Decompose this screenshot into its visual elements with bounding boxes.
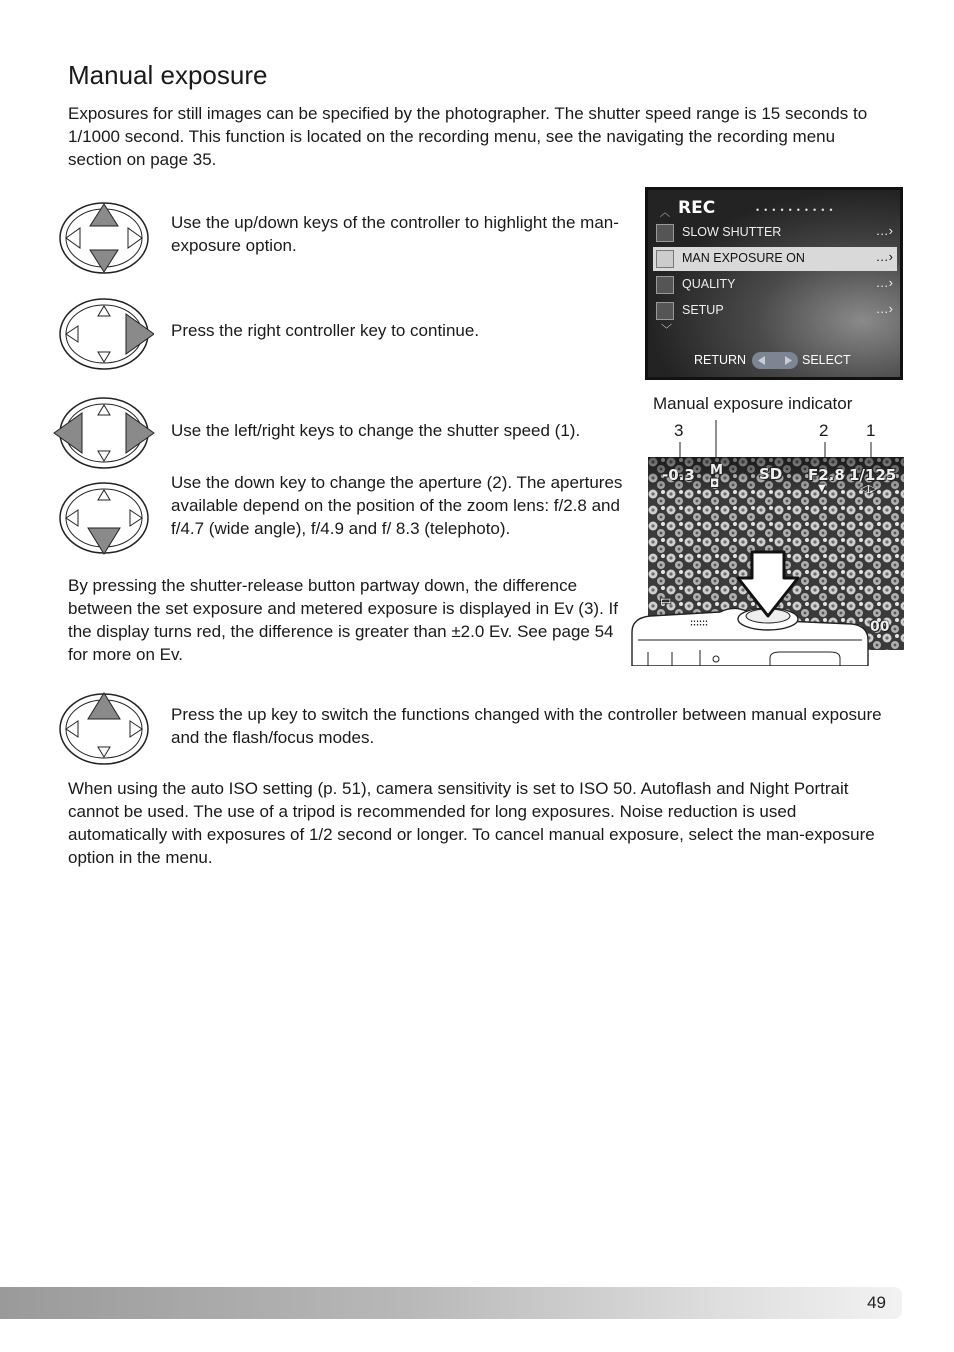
intro-paragraph: Exposures for still images can be specified by the photographer. The shutter speed range is 15 seconds to 1/1000 second. This function is located on the recording menu, see the navigating the recording menu section on page 35.: [68, 104, 868, 169]
manual-mode-icon: M: [710, 463, 723, 478]
callout-2: 2: [819, 421, 829, 440]
scroll-up-icon: ︿: [660, 208, 670, 219]
shutter-speed-value: 1/125: [849, 466, 897, 484]
down-triangle-icon: ▼: [818, 483, 826, 494]
arrow-right-icon: …›: [875, 223, 893, 238]
svg-text:∷∷∷: ∷∷∷: [690, 618, 709, 629]
step-4-text: Use the down key to change the aperture (2). The apertures available depend on the position of the zoom lens: f/2.8 and f/4.7 (wide angle), f/4.9 and f/ 8.3 (telephoto).: [171, 473, 623, 538]
callout-1: 1: [866, 421, 876, 440]
press-down-arrow-icon: [738, 552, 798, 616]
scroll-down-icon: ﹀: [661, 324, 672, 336]
menu-item-label: SETUP: [682, 303, 724, 317]
controller-up-icon: [58, 691, 154, 767]
aperture-value: F2.8: [808, 466, 845, 484]
arrow-right-icon: …›: [875, 301, 893, 316]
sd-card-indicator: SD: [759, 465, 783, 483]
camera-icon: ◘: [710, 477, 720, 490]
frame-count-fragment: 00: [870, 619, 890, 635]
half-press-paragraph: By pressing the shutter-release button partway down, the difference between the set exposure and metered exposure is displayed in Ev (3). If the display turns red, the difference is greater than ±2.0 Ev. See page 54 for more on Ev.: [68, 576, 618, 664]
callout-lines: [0, 0, 954, 480]
arrow-right-icon: …›: [875, 275, 893, 290]
controller-down-icon: [58, 480, 154, 556]
arrow-right-icon: …›: [875, 249, 893, 264]
step-3-text: Use the left/right keys to change the shutter speed (1).: [171, 421, 581, 440]
menu-header: REC: [678, 198, 716, 218]
tab-dots: ••••••••••: [756, 205, 838, 215]
callout-3: 3: [674, 421, 684, 440]
page-title: Manual exposure: [68, 60, 268, 90]
ev-value: -0.3: [662, 466, 695, 484]
menu-item-label: MAN EXPOSURE ON: [682, 251, 805, 265]
menu-item-label: SLOW SHUTTER: [682, 225, 782, 239]
indicator-caption: Manual exposure indicator: [653, 394, 853, 413]
page-number: 49: [867, 1293, 886, 1312]
closing-paragraph: When using the auto ISO setting (p. 51), camera sensitivity is set to ISO 50. Autoflash and Night Portrait cannot be used. The use of a tripod is recommended for long exposures. Noise reduction is used automatically with exposures of 1/2 second or longer. To cancel manual exposure, select the man-exposure option in the menu.: [68, 779, 875, 867]
footer-bar: [0, 1287, 902, 1319]
camera-shutter-illustration: [630, 540, 870, 666]
step-1-text: Use the up/down keys of the controller to highlight the man-exposure option.: [171, 213, 619, 255]
step-2-text: Press the right controller key to continue.: [171, 321, 480, 340]
left-right-triangles-icon: ◁▷: [860, 482, 877, 495]
step-5-text: Press the up key to switch the functions changed with the controller between manual exposure and the flash/focus modes.: [171, 705, 882, 747]
return-label: RETURN: [694, 353, 747, 367]
menu-item-label: QUALITY: [682, 277, 736, 291]
battery-icon: ▭: [660, 593, 672, 607]
select-label: SELECT: [802, 353, 851, 367]
